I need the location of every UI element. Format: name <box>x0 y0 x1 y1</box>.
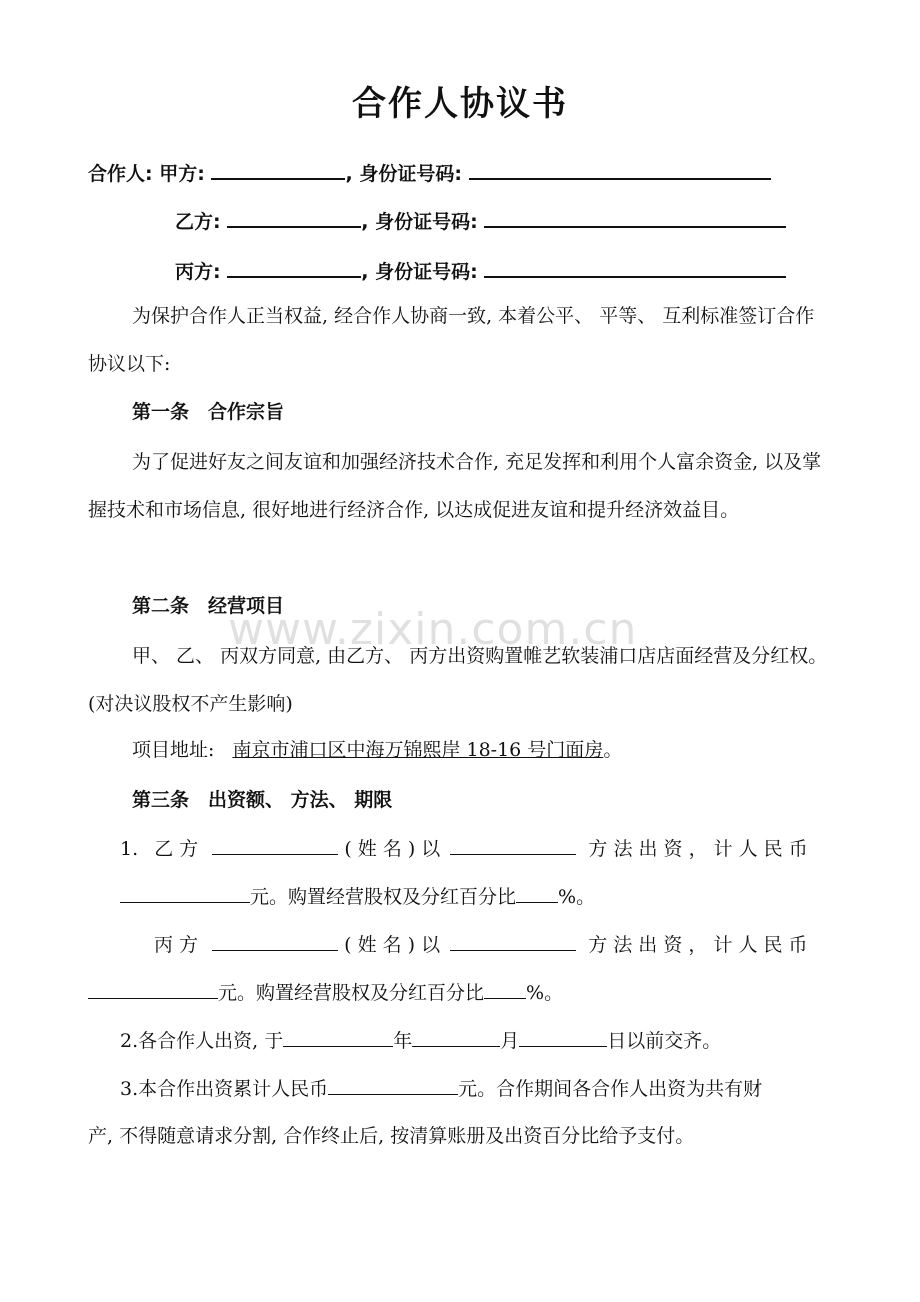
year-field <box>283 1026 393 1047</box>
method-text: 方 法 出 资 ， 计 人 民 币 <box>588 838 808 860</box>
party-c-name-field <box>212 930 338 951</box>
month-field <box>412 1026 500 1047</box>
item-2-prefix: 2.各合作人出资, 于 <box>120 1030 284 1052</box>
comma: , <box>345 163 353 185</box>
project-address-line <box>132 736 622 764</box>
article-1-text: 为了促进好友之间友谊和加强经济技术合作, 充足发挥和利用个人富余资金, 以及掌握技术和市场信息, 很好地进行经济合作, 以达成促进友谊和提升经济效益目。 <box>88 451 822 521</box>
item-2-line <box>120 1026 721 1055</box>
total-amount-field <box>328 1074 458 1095</box>
party-b-name-field <box>212 834 338 855</box>
party-c-line <box>175 256 786 286</box>
party-b-text: 乙 方 <box>154 838 199 860</box>
address-end: 。 <box>603 739 623 761</box>
party-a-line <box>88 158 771 188</box>
party-b-line <box>175 206 786 236</box>
comma: , <box>361 261 369 283</box>
party-c-label: 丙方: <box>175 261 221 283</box>
party-b-id-blank <box>484 206 786 228</box>
item-1-party-c-line <box>154 930 808 959</box>
item-1-party-c-amount-line <box>88 978 563 1007</box>
comma: , <box>361 211 369 233</box>
party-a-name-blank <box>211 158 345 180</box>
method-text: 方 法 出 资 ， 计 人 民 币 <box>588 934 808 956</box>
party-b-name-blank <box>227 206 361 228</box>
party-b-amount-field <box>120 882 250 903</box>
item-3-prefix: 3.本合作出资累计人民币 <box>120 1078 329 1100</box>
year-label: 年 <box>393 1030 413 1052</box>
month-label: 月 <box>500 1030 520 1052</box>
yuan-text: 元。购置经营股权及分红百分比 <box>250 886 517 908</box>
item-3-continuation: 产, 不得随意请求分割, 合作终止后, 按清算账册及出资百分比给予支付。 <box>88 1125 695 1147</box>
party-a-id-blank <box>469 158 771 180</box>
project-address: 南京市浦口区中海万锦熙岸 18-16 号门面房 <box>232 739 604 761</box>
name-label: ( 姓 名 ) 以 <box>344 838 441 860</box>
party-b-label: 乙方: <box>175 211 221 233</box>
party-c-method-field <box>450 930 576 951</box>
yuan-text: 元。购置经营股权及分红百分比 <box>218 982 485 1004</box>
day-text: 日以前交齐。 <box>607 1030 722 1052</box>
article-3-heading: 第三条 出资额、 方法、 期限 <box>132 789 393 811</box>
party-a-id-label: 身份证号码: <box>359 163 462 185</box>
watermark: www.zixin.com.cn <box>228 604 638 655</box>
percent-text: %。 <box>558 886 596 908</box>
party-c-percent-field <box>484 978 526 999</box>
party-c-id-blank <box>484 256 786 278</box>
percent-text: %。 <box>526 982 564 1004</box>
item-1-party-b-amount-line <box>120 882 595 911</box>
article-2-heading: 第二条 经营项目 <box>132 595 285 617</box>
item-3-line <box>120 1074 762 1103</box>
party-b-method-field <box>450 834 576 855</box>
intro-paragraph: 为保护合作人正当权益, 经合作人协商一致, 本着公平、 平等、 互利标准签订合作协议以下: <box>88 305 815 375</box>
party-c-id-label: 身份证号码: <box>375 261 478 283</box>
name-label: ( 姓 名 ) 以 <box>344 934 441 956</box>
party-b-percent-field <box>516 882 558 903</box>
address-label: 项目地址: <box>132 739 215 761</box>
day-field <box>519 1026 607 1047</box>
document-title: 合作人协议书 <box>352 84 568 124</box>
party-b-id-label: 身份证号码: <box>375 211 478 233</box>
article-2-text: 甲、 乙、 丙双方同意, 由乙方、 丙方出资购置帷艺软装浦口店店面经营及分红权。(对决议股权不产生影响) <box>88 645 828 715</box>
item-3-mid: 元。合作期间各合作人出资为共有财 <box>458 1078 763 1100</box>
party-c-amount-field <box>88 978 218 999</box>
partners-label: 合作人: <box>88 163 153 185</box>
item-1-number: 1. <box>120 838 139 860</box>
party-a-label: 甲方: <box>159 163 205 185</box>
item-1-party-b-line <box>120 834 808 863</box>
party-c-name-blank <box>227 256 361 278</box>
article-1-heading: 第一条 合作宗旨 <box>132 401 285 423</box>
party-c-text: 丙 方 <box>154 934 199 956</box>
